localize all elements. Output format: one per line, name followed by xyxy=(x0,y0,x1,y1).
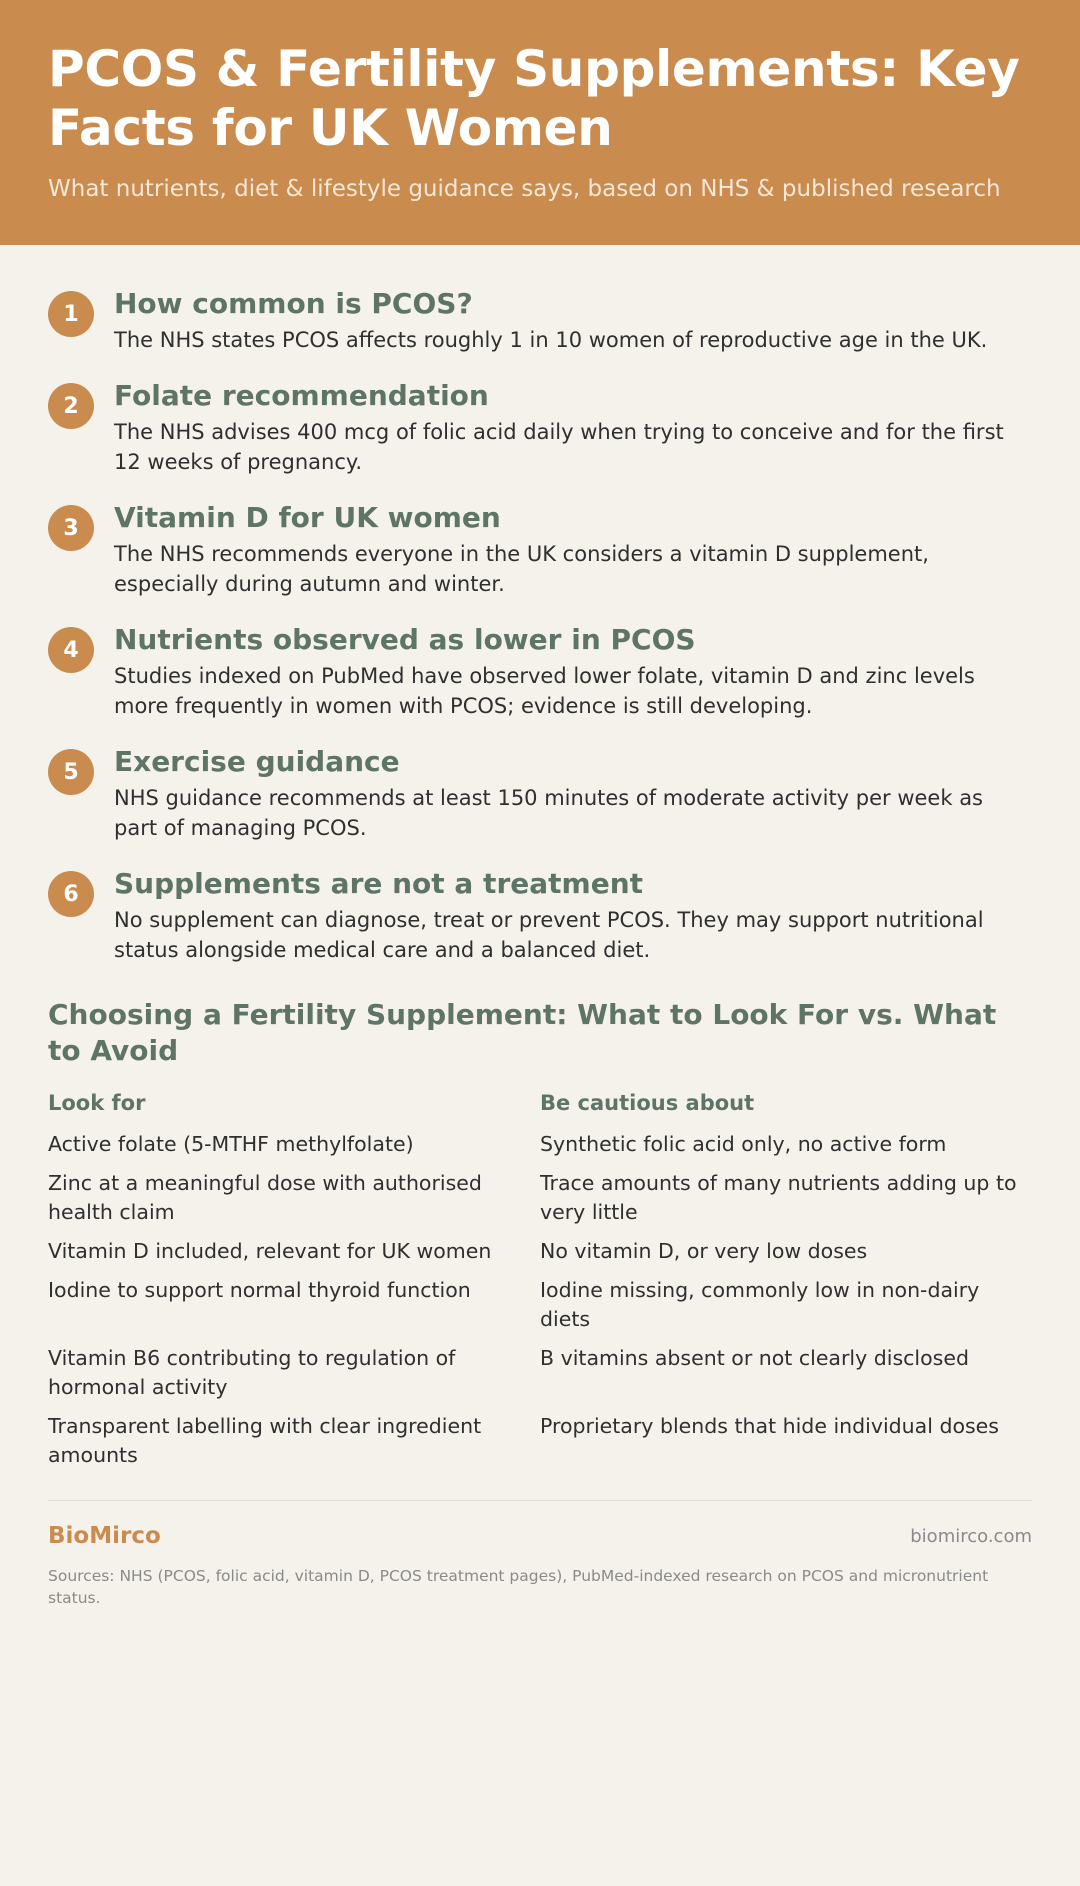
cautious-cell: B vitamins absent or not clearly disclosed xyxy=(540,1346,969,1370)
comparison-row xyxy=(48,1130,1032,1159)
fact-text: The NHS recommends everyone in the UK considers a vitamin D supplement, especially during autumn and winter. xyxy=(114,542,929,596)
look-for-cell: Vitamin B6 contributing to regulation of hormonal activity xyxy=(48,1346,456,1399)
header-banner xyxy=(0,0,1080,245)
comparison-row xyxy=(48,1412,1032,1470)
comparison-row xyxy=(48,1169,1032,1227)
fact-item xyxy=(48,623,1032,721)
page-title: PCOS & Fertility Supplements: Key Facts for UK Women xyxy=(48,40,1020,157)
look-for-cell: Iodine to support normal thyroid function xyxy=(48,1278,471,1302)
comparison-title: Choosing a Fertility Supplement: What to Look For vs. What to Avoid xyxy=(48,998,997,1067)
cautious-cell: Synthetic folic acid only, no active form xyxy=(540,1132,947,1156)
look-for-cell: Vitamin D included, relevant for UK women xyxy=(48,1239,492,1263)
fact-text: The NHS states PCOS affects roughly 1 in 10 women of reproductive age in the UK. xyxy=(114,328,988,352)
fact-text: Studies indexed on PubMed have observed lower folate, vitamin D and zinc levels more frequently in women with PCOS; evidence is still developing. xyxy=(114,664,975,718)
cautious-cell: Trace amounts of many nutrients adding up to very little xyxy=(540,1171,1017,1224)
sources-note: Sources: NHS (PCOS, folic acid, vitamin D, PCOS treatment pages), PubMed-indexed research on PCOS and micronutrient status. xyxy=(48,1567,989,1607)
look-for-cell: Transparent labelling with clear ingredient amounts xyxy=(48,1414,482,1467)
fact-text: No supplement can diagnose, treat or prevent PCOS. They may support nutritional status alongside medical care and a balanced diet. xyxy=(114,908,984,962)
cautious-header: Be cautious about xyxy=(540,1091,755,1115)
fact-text: NHS guidance recommends at least 150 minutes of moderate activity per week as part of managing PCOS. xyxy=(114,786,983,840)
comparison-header-row xyxy=(48,1089,1032,1118)
fact-number-badge: 4 xyxy=(48,627,94,673)
fact-item xyxy=(48,501,1032,599)
facts-list xyxy=(0,245,1080,965)
fact-title: Supplements are not a treatment xyxy=(114,867,644,900)
fact-number-badge: 3 xyxy=(48,505,94,551)
cautious-cell: No vitamin D, or very low doses xyxy=(540,1239,868,1263)
fact-item xyxy=(48,379,1032,477)
look-for-cell: Zinc at a meaningful dose with authorised health claim xyxy=(48,1171,482,1224)
fact-title: Folate recommendation xyxy=(114,379,489,412)
site-url[interactable]: biomirco.com xyxy=(910,1525,1032,1547)
look-for-cell: Active folate (5-MTHF methylfolate) xyxy=(48,1132,414,1156)
comparison-row xyxy=(48,1344,1032,1402)
fact-title: Vitamin D for UK women xyxy=(114,501,501,534)
fact-title: Nutrients observed as lower in PCOS xyxy=(114,623,696,656)
fact-item xyxy=(48,287,1032,355)
page-subtitle: What nutrients, diet & lifestyle guidance says, based on NHS & published research xyxy=(48,176,1001,202)
fact-number-badge: 6 xyxy=(48,871,94,917)
fact-number-badge: 5 xyxy=(48,749,94,795)
comparison-section xyxy=(0,989,1080,1470)
footer xyxy=(0,1501,1080,1609)
comparison-row xyxy=(48,1237,1032,1266)
comparison-row xyxy=(48,1276,1032,1334)
fact-number-badge: 1 xyxy=(48,291,94,337)
fact-text: The NHS advises 400 mcg of folic acid daily when trying to conceive and for the first 12 weeks of pregnancy. xyxy=(114,420,1004,474)
fact-number-badge: 2 xyxy=(48,383,94,429)
cautious-cell: Iodine missing, commonly low in non-dairy diets xyxy=(540,1278,980,1331)
fact-title: Exercise guidance xyxy=(114,745,400,778)
fact-title: How common is PCOS? xyxy=(114,287,473,320)
look-for-header: Look for xyxy=(48,1091,146,1115)
brand-name: BioMirco xyxy=(48,1523,161,1549)
fact-item xyxy=(48,745,1032,843)
cautious-cell: Proprietary blends that hide individual doses xyxy=(540,1414,999,1438)
fact-item xyxy=(48,867,1032,965)
